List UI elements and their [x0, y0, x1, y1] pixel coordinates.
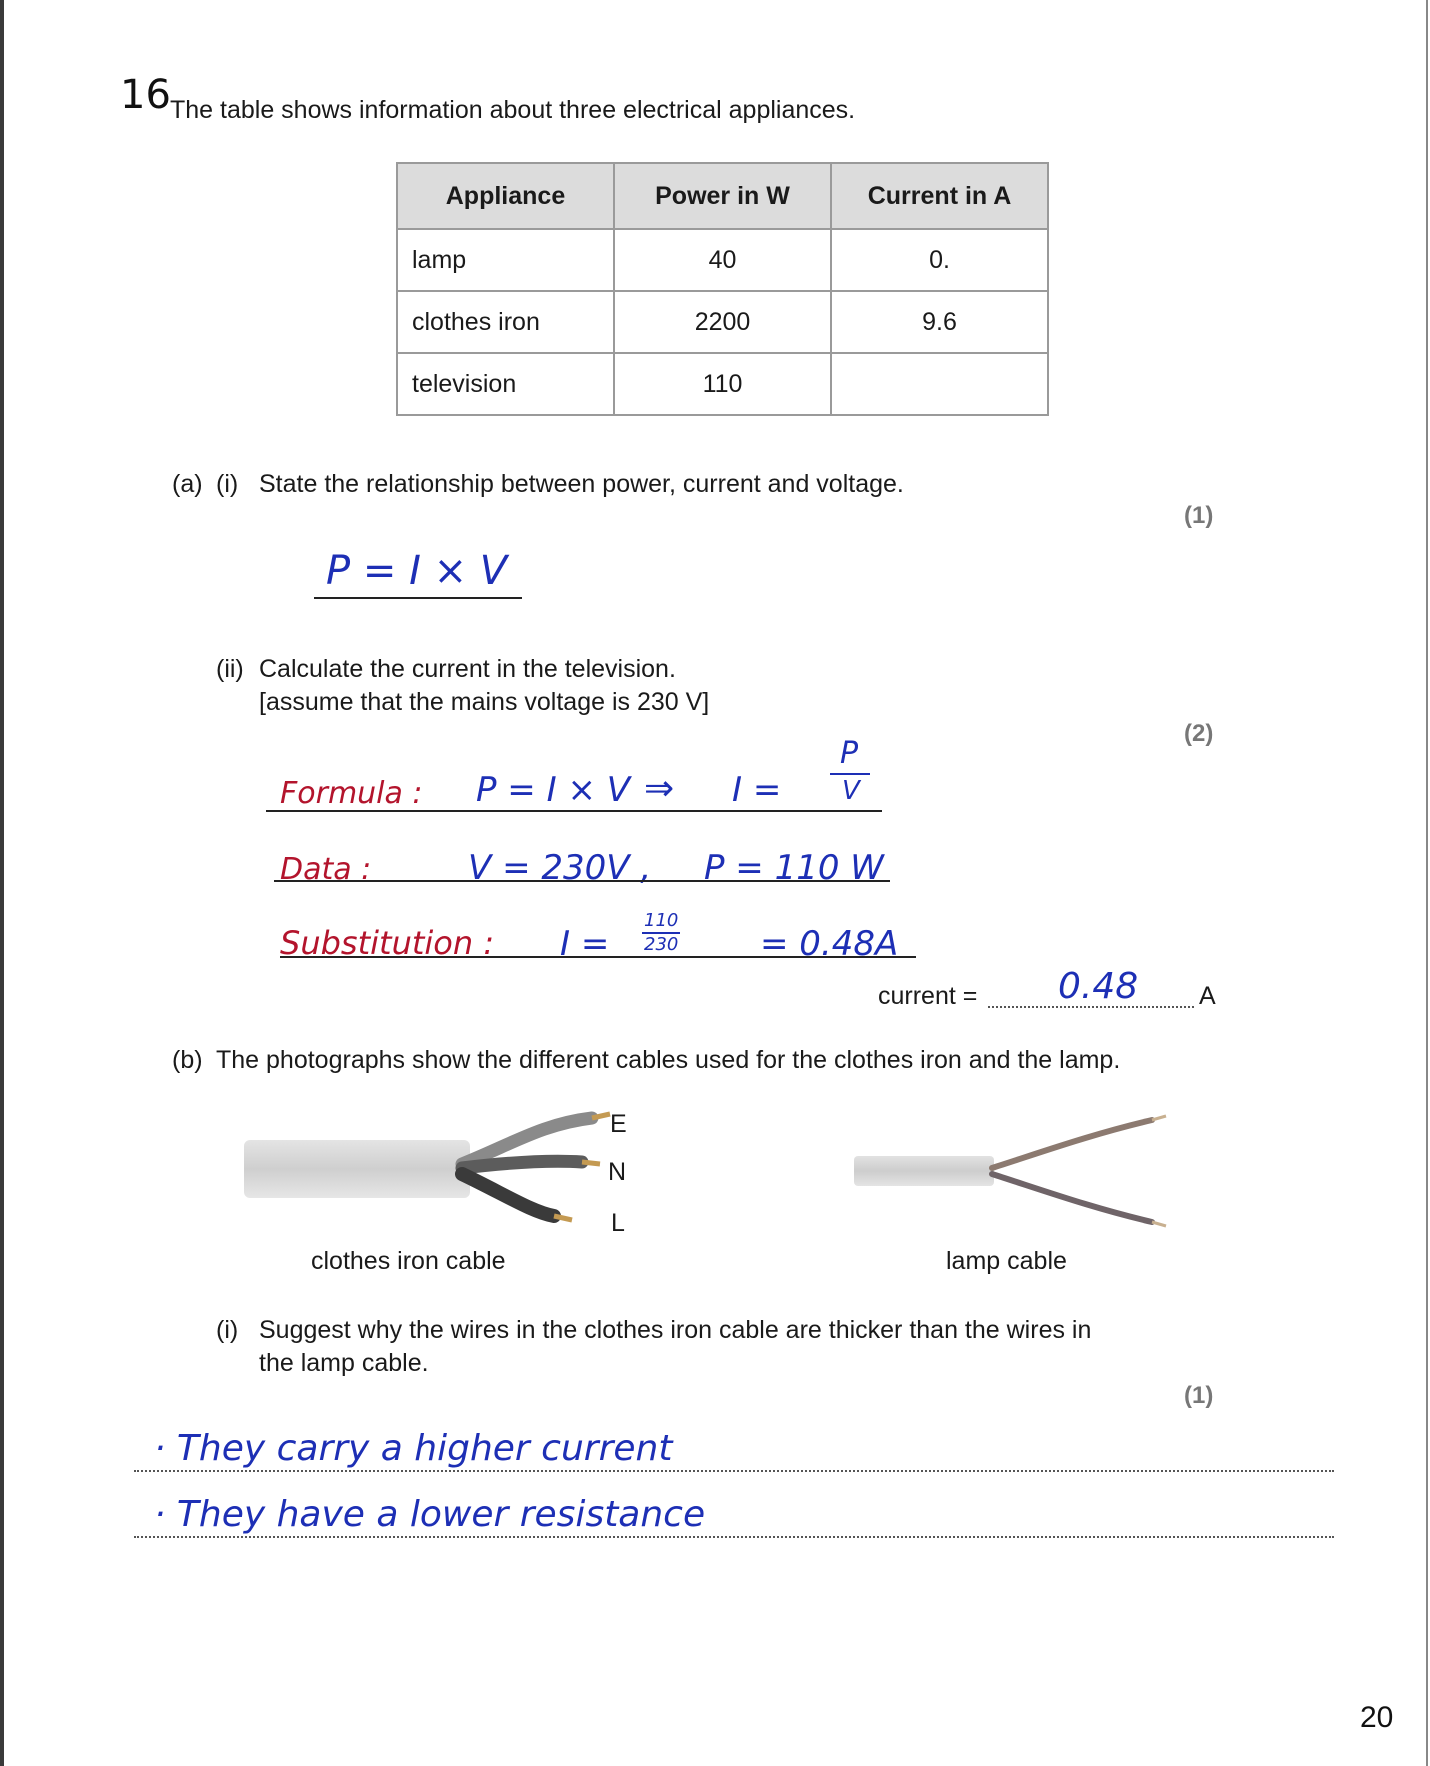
table-header-row	[397, 163, 1048, 229]
part-a-i-prompt: State the relationship between power, current and voltage.	[259, 470, 904, 498]
header-current: Current in A	[831, 163, 1048, 229]
caption-lamp-cable: lamp cable	[946, 1247, 1067, 1275]
part-b-i-prompt-2: the lamp cable.	[259, 1349, 429, 1377]
page-number: 20	[1360, 1701, 1394, 1734]
current-answer-unit: A	[1199, 982, 1216, 1010]
wire-label-live: L	[611, 1209, 625, 1237]
working-subst-i: I =	[560, 924, 610, 964]
fraction-bar	[830, 773, 870, 775]
wire-label-neutral: N	[608, 1158, 627, 1186]
caption-clothes-iron-cable: clothes iron cable	[311, 1247, 506, 1275]
clothes-iron-cable-photo	[242, 1104, 622, 1244]
cell-power: 2200	[614, 291, 831, 353]
part-b-i-label: (i)	[216, 1316, 239, 1344]
part-a-ii-label: (ii)	[216, 655, 244, 683]
working-formula-label: Formula :	[280, 776, 423, 811]
cell-current: 9.6	[831, 291, 1048, 353]
cell-current: 0.	[831, 229, 1048, 291]
part-b-prompt: The photographs show the different cables used for the clothes iron and the lamp.	[216, 1046, 1121, 1074]
lamp-cable-photo	[852, 1112, 1172, 1232]
working-line	[274, 880, 890, 882]
working-line	[266, 810, 882, 812]
working-formula-expr: P = I × V	[476, 770, 630, 810]
cell-power: 110	[614, 353, 831, 415]
current-answer-value: 0.48	[1058, 966, 1139, 1007]
table-row	[397, 229, 1048, 291]
current-answer-label: current =	[878, 982, 978, 1010]
answer-a-i: P = I × V	[326, 548, 508, 594]
working-subst-result: = 0.48A	[760, 924, 899, 964]
subst-denominator: 230	[644, 934, 679, 955]
header-appliance: Appliance	[397, 163, 614, 229]
question-number: 16	[120, 72, 171, 118]
part-a-label: (a)	[172, 470, 203, 498]
working-data-p: P = 110 W	[704, 848, 884, 888]
marks-a-i: (1)	[1184, 502, 1214, 529]
subst-numerator: 110	[644, 910, 679, 931]
working-line	[280, 956, 916, 958]
part-b-label: (b)	[172, 1046, 203, 1074]
working-i-equals: I =	[732, 770, 782, 810]
cell-appliance: clothes iron	[397, 291, 614, 353]
working-subst-label: Substitution :	[280, 924, 495, 962]
part-a-ii-prompt-2: [assume that the mains voltage is 230 V]	[259, 688, 710, 716]
part-b-i-prompt-1: Suggest why the wires in the clothes iron cable are thicker than the wires in	[259, 1316, 1092, 1344]
fraction-denominator: V	[842, 776, 860, 806]
fraction-numerator: P	[840, 736, 859, 771]
table-row	[397, 353, 1048, 415]
answer-dotted-line	[134, 1470, 1334, 1472]
cell-current	[831, 353, 1048, 415]
cell-power: 40	[614, 229, 831, 291]
working-data-v: V = 230V ,	[468, 848, 652, 888]
header-power: Power in W	[614, 163, 831, 229]
answer-dotted-line	[988, 1006, 1194, 1008]
wire-label-earth: E	[610, 1110, 627, 1138]
marks-b-i: (1)	[1184, 1382, 1214, 1409]
table-row	[397, 291, 1048, 353]
implies-arrow: ⇒	[644, 768, 675, 809]
cell-appliance: television	[397, 353, 614, 415]
appliance-table	[396, 162, 1049, 416]
part-a-ii-prompt-1: Calculate the current in the television.	[259, 655, 676, 683]
cell-appliance: lamp	[397, 229, 614, 291]
working-data-label: Data :	[280, 852, 372, 887]
answer-dotted-line	[134, 1536, 1334, 1538]
answer-b-i-line-2: · They have a lower resistance	[154, 1494, 706, 1535]
answer-line	[314, 597, 522, 599]
question-intro: The table shows information about three electrical appliances.	[170, 96, 856, 124]
part-a-i-label: (i)	[216, 470, 239, 498]
marks-a-ii: (2)	[1184, 720, 1214, 747]
answer-b-i-line-1: · They carry a higher current	[154, 1428, 673, 1469]
